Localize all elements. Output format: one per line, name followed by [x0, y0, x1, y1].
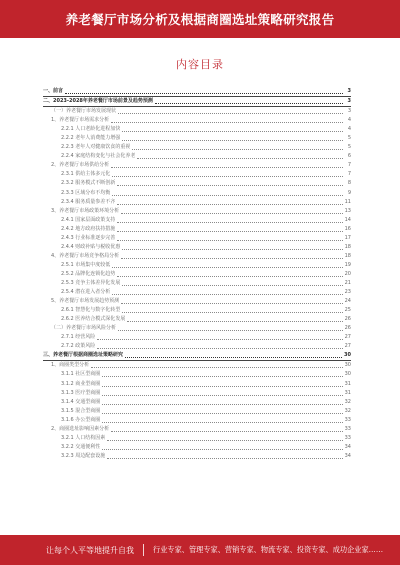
- toc-entry-page: 24: [344, 298, 351, 305]
- toc-entry-label: 2.6.1 智慧化与数字化转型: [61, 307, 121, 314]
- toc-leader-dots: [121, 303, 342, 304]
- toc-entry-label: 5、养老餐厅市场发展趋势预测: [51, 298, 120, 305]
- toc-entry-label: 2.7.1 经营风险: [61, 334, 96, 341]
- toc-entry-label: 3.1.6 办公型商圈: [61, 416, 101, 423]
- toc-heading: 内容目录: [176, 58, 224, 71]
- toc-entry-page: 5: [347, 144, 351, 151]
- toc-entry-page: 11: [344, 198, 351, 205]
- toc-entry-page: 26: [344, 316, 351, 323]
- toc-leader-dots: [111, 167, 343, 168]
- toc-entry[interactable]: [43, 261, 351, 270]
- toc-entry-page: 27: [344, 343, 351, 350]
- toc-leader-dots: [125, 357, 342, 358]
- toc-entry-page: 20: [344, 270, 351, 277]
- toc-entry[interactable]: [43, 342, 351, 351]
- toc-entry[interactable]: [43, 297, 351, 306]
- toc-entry[interactable]: [43, 443, 351, 452]
- toc-entry-page: 34: [344, 452, 351, 459]
- toc-entry-label: 2.4.1 国家层面政策支持: [61, 216, 116, 223]
- toc-entry-label: 2.3.2 服务模式不断创新: [61, 180, 116, 187]
- toc-entry-page: 3: [347, 88, 351, 94]
- toc-leader-dots: [117, 222, 342, 223]
- toc-entry-page: 21: [344, 279, 351, 286]
- toc-entry-label: 3.1.2 商业型商圈: [61, 380, 101, 387]
- toc-entry-label: 3.1.5 混合型商圈: [61, 407, 101, 414]
- toc-entry-label: 2.3.1 供给主体多元化: [61, 171, 111, 178]
- toc-entry[interactable]: [43, 225, 351, 234]
- footer-divider: [143, 544, 144, 556]
- toc-entry[interactable]: [43, 170, 351, 179]
- toc-entry-page: 27: [344, 334, 351, 341]
- report-title: 养老餐厅市场分析及根据商圈选址策略研究报告: [65, 12, 335, 27]
- toc-entry-label: 三、养老餐厅根据商圈选址策略研究: [43, 352, 124, 359]
- toc-entry[interactable]: [43, 398, 351, 407]
- toc-entry[interactable]: [43, 416, 351, 425]
- toc-entry-label: 2.2.2 老年人消费能力增强: [61, 135, 121, 142]
- toc-leader-dots: [155, 103, 343, 104]
- toc-entry-page: 19: [344, 261, 351, 268]
- toc-entry-page: 16: [344, 225, 351, 232]
- toc-leader-dots: [102, 422, 342, 423]
- toc-leader-dots: [97, 348, 342, 349]
- toc-entry-label: 1、商圈类型分析: [51, 362, 90, 369]
- toc-leader-dots: [127, 321, 342, 322]
- toc-entry-label: 1、养老餐厅市场需求分析: [51, 117, 110, 124]
- footer-experts: 行业专家、管理专家、营销专家、物流专家、投资专家、成功企业家……: [153, 545, 384, 554]
- toc-entry[interactable]: [43, 198, 351, 207]
- toc-entry-page: 7: [347, 171, 351, 178]
- toc-entry-label: （二）养老餐厅市场风险分析: [51, 325, 117, 332]
- toc-entry[interactable]: [43, 279, 351, 288]
- toc-entry[interactable]: [43, 389, 351, 398]
- toc-leader-dots: [102, 404, 342, 405]
- toc-entry[interactable]: [43, 97, 351, 107]
- toc-leader-dots: [112, 176, 343, 177]
- toc-entry-page: 32: [344, 398, 351, 405]
- toc-entry[interactable]: [43, 380, 351, 389]
- toc-entry-label: 2.2.1 人口老龄化进程加快: [61, 126, 121, 133]
- toc-entry-page: 25: [344, 307, 351, 314]
- toc-entry[interactable]: [43, 189, 351, 198]
- toc-entry[interactable]: [43, 179, 351, 188]
- toc-entry-page: 33: [344, 416, 351, 423]
- toc-entry-page: 13: [344, 207, 351, 214]
- toc-entry-page: 14: [344, 216, 351, 223]
- toc-entry-page: 31: [344, 380, 351, 387]
- toc-leader-dots: [122, 131, 343, 132]
- toc-entry-page: 32: [344, 407, 351, 414]
- toc-entry-page: 30: [344, 352, 351, 359]
- toc-entry-page: 30: [344, 362, 351, 369]
- toc-leader-dots: [117, 240, 342, 241]
- toc-entry-label: 2、养老餐厅市场供给分析: [51, 162, 110, 169]
- toc-leader-dots: [117, 185, 343, 186]
- toc-entry-page: 23: [344, 289, 351, 296]
- toc-entry-page: 4: [347, 126, 351, 133]
- toc-leader-dots: [97, 339, 342, 340]
- toc-leader-dots: [102, 413, 342, 414]
- toc-entry-label: 2.3.4 服务质量参差不齐: [61, 198, 116, 205]
- toc-entry-label: 3.1.4 交通型商圈: [61, 398, 101, 405]
- toc-entry[interactable]: [43, 270, 351, 279]
- toc-entry-page: 26: [344, 325, 351, 332]
- toc-entry[interactable]: [43, 370, 351, 379]
- toc-leader-dots: [107, 440, 342, 441]
- toc-entry[interactable]: [43, 306, 351, 315]
- toc-entry[interactable]: [43, 134, 351, 143]
- toc-entry-label: 一、前言: [43, 88, 64, 94]
- toc-leader-dots: [91, 367, 342, 368]
- toc-leader-dots: [122, 140, 343, 141]
- toc-entry-page: 8: [347, 180, 351, 187]
- toc-entry[interactable]: [43, 324, 351, 333]
- toc-entry[interactable]: [43, 288, 351, 297]
- toc-entry[interactable]: [43, 425, 351, 434]
- toc-entry-label: 3、养老餐厅市场政策环境分析: [51, 207, 120, 214]
- toc-leader-dots: [118, 113, 343, 114]
- toc-leader-dots: [102, 386, 342, 387]
- toc-entry-label: 2.4.2 地方政府扶持措施: [61, 225, 116, 232]
- toc-entry[interactable]: [43, 252, 351, 261]
- toc-entry-page: 6: [347, 153, 351, 160]
- toc-entry[interactable]: [43, 407, 351, 416]
- toc-entry[interactable]: [43, 243, 351, 252]
- toc-leader-dots: [122, 249, 342, 250]
- toc-entry-page: 18: [344, 243, 351, 250]
- toc-entry-label: 2.2.4 家庭结构变化与社会化养老: [61, 153, 136, 160]
- toc-entry-label: 2.5.4 潜在进入者分析: [61, 289, 111, 296]
- toc-entry-label: 2.7.2 政策风险: [61, 343, 96, 350]
- toc-entry-label: 3.2.2 交通便利性: [61, 443, 101, 450]
- toc-entry[interactable]: [43, 143, 351, 152]
- toc-leader-dots: [122, 312, 342, 313]
- toc-entry-label: 3.1.1 社区型商圈: [61, 371, 101, 378]
- toc-entry-page: 33: [344, 425, 351, 432]
- toc-entry[interactable]: [43, 315, 351, 324]
- report-header: [0, 0, 400, 38]
- toc-leader-dots: [117, 231, 342, 232]
- toc-entry-label: 2.4.3 行业标准逐步完善: [61, 234, 116, 241]
- toc-entry-label: 3.2.3 周边配套设施: [61, 452, 106, 459]
- toc-entry[interactable]: [43, 234, 351, 243]
- toc-leader-dots: [107, 458, 342, 459]
- toc-entry[interactable]: [43, 361, 351, 370]
- toc-entry-label: 2.5.2 品牌化连锁化趋势: [61, 270, 116, 277]
- toc-entry[interactable]: [43, 125, 351, 134]
- toc-entry-page: 34: [344, 443, 351, 450]
- toc-leader-dots: [102, 449, 342, 450]
- toc-entry-label: 2.3.3 区域分布不均衡: [61, 189, 111, 196]
- toc-entry-page: 5: [347, 135, 351, 142]
- toc-entry-page: 9: [347, 189, 351, 196]
- toc-entry[interactable]: [43, 161, 351, 170]
- toc-entry[interactable]: [43, 116, 351, 125]
- toc-entry[interactable]: [43, 351, 351, 361]
- toc-leader-dots: [132, 149, 343, 150]
- toc-entry-label: 4、养老餐厅市场竞争格局分析: [51, 252, 120, 259]
- toc-entry-label: 2.5.1 市场集中度较低: [61, 261, 111, 268]
- toc-leader-dots: [121, 258, 342, 259]
- toc-entry-label: 2.4.4 财政补贴与税收优惠: [61, 243, 121, 250]
- toc-entry[interactable]: [43, 333, 351, 342]
- toc-leader-dots: [111, 122, 343, 123]
- report-footer: [0, 535, 400, 565]
- toc-entry-label: 二、2023-2028年养老餐厅市场前景及趋势预测: [43, 98, 153, 105]
- toc-leader-dots: [102, 376, 342, 377]
- toc-leader-dots: [102, 395, 342, 396]
- toc-leader-dots: [112, 195, 343, 196]
- toc-entry-label: 2.6.2 医养结合模式深化发展: [61, 316, 126, 323]
- toc-leader-dots: [122, 285, 342, 286]
- toc-entry[interactable]: [43, 207, 351, 216]
- toc-entry-page: 31: [344, 389, 351, 396]
- toc-leader-dots: [121, 213, 342, 214]
- toc-entry-label: 3.2.1 人口结构因素: [61, 434, 106, 441]
- toc-entry-page: 3: [347, 98, 351, 105]
- toc-entry[interactable]: [43, 216, 351, 225]
- toc-leader-dots: [111, 431, 342, 432]
- toc-entry[interactable]: [43, 452, 351, 461]
- toc-entry-page: 4: [347, 117, 351, 124]
- toc-entry-page: 3: [347, 108, 351, 115]
- toc-leader-dots: [65, 93, 343, 94]
- toc-entry[interactable]: [43, 87, 351, 97]
- toc-entry-label: （一）养老餐厅市场发展现状: [51, 108, 117, 115]
- toc-entry[interactable]: [43, 152, 351, 161]
- toc-leader-dots: [117, 204, 342, 205]
- toc-entry-label: 2.5.3 竞争主体差异化发展: [61, 279, 121, 286]
- toc-entry-page: 17: [344, 234, 351, 241]
- toc-entry-page: 18: [344, 252, 351, 259]
- toc-leader-dots: [112, 294, 342, 295]
- toc-entry[interactable]: [43, 434, 351, 443]
- toc-entry-label: 2.2.3 老年人对健康饮食的重视: [61, 144, 131, 151]
- toc-leader-dots: [117, 276, 342, 277]
- toc-entry-page: 7: [347, 162, 351, 169]
- toc-entry-page: 30: [344, 371, 351, 378]
- toc-leader-dots: [137, 158, 343, 159]
- footer-slogan: 让每个人平等地提升自我: [46, 545, 134, 555]
- toc-leader-dots: [112, 267, 342, 268]
- table-of-contents: [43, 87, 351, 461]
- toc-entry-label: 3.1.3 医疗型商圈: [61, 389, 101, 396]
- toc-leader-dots: [118, 330, 343, 331]
- toc-entry-page: 33: [344, 434, 351, 441]
- toc-entry-label: 2、商圈选址影响因素分析: [51, 425, 110, 432]
- toc-entry[interactable]: [43, 107, 351, 116]
